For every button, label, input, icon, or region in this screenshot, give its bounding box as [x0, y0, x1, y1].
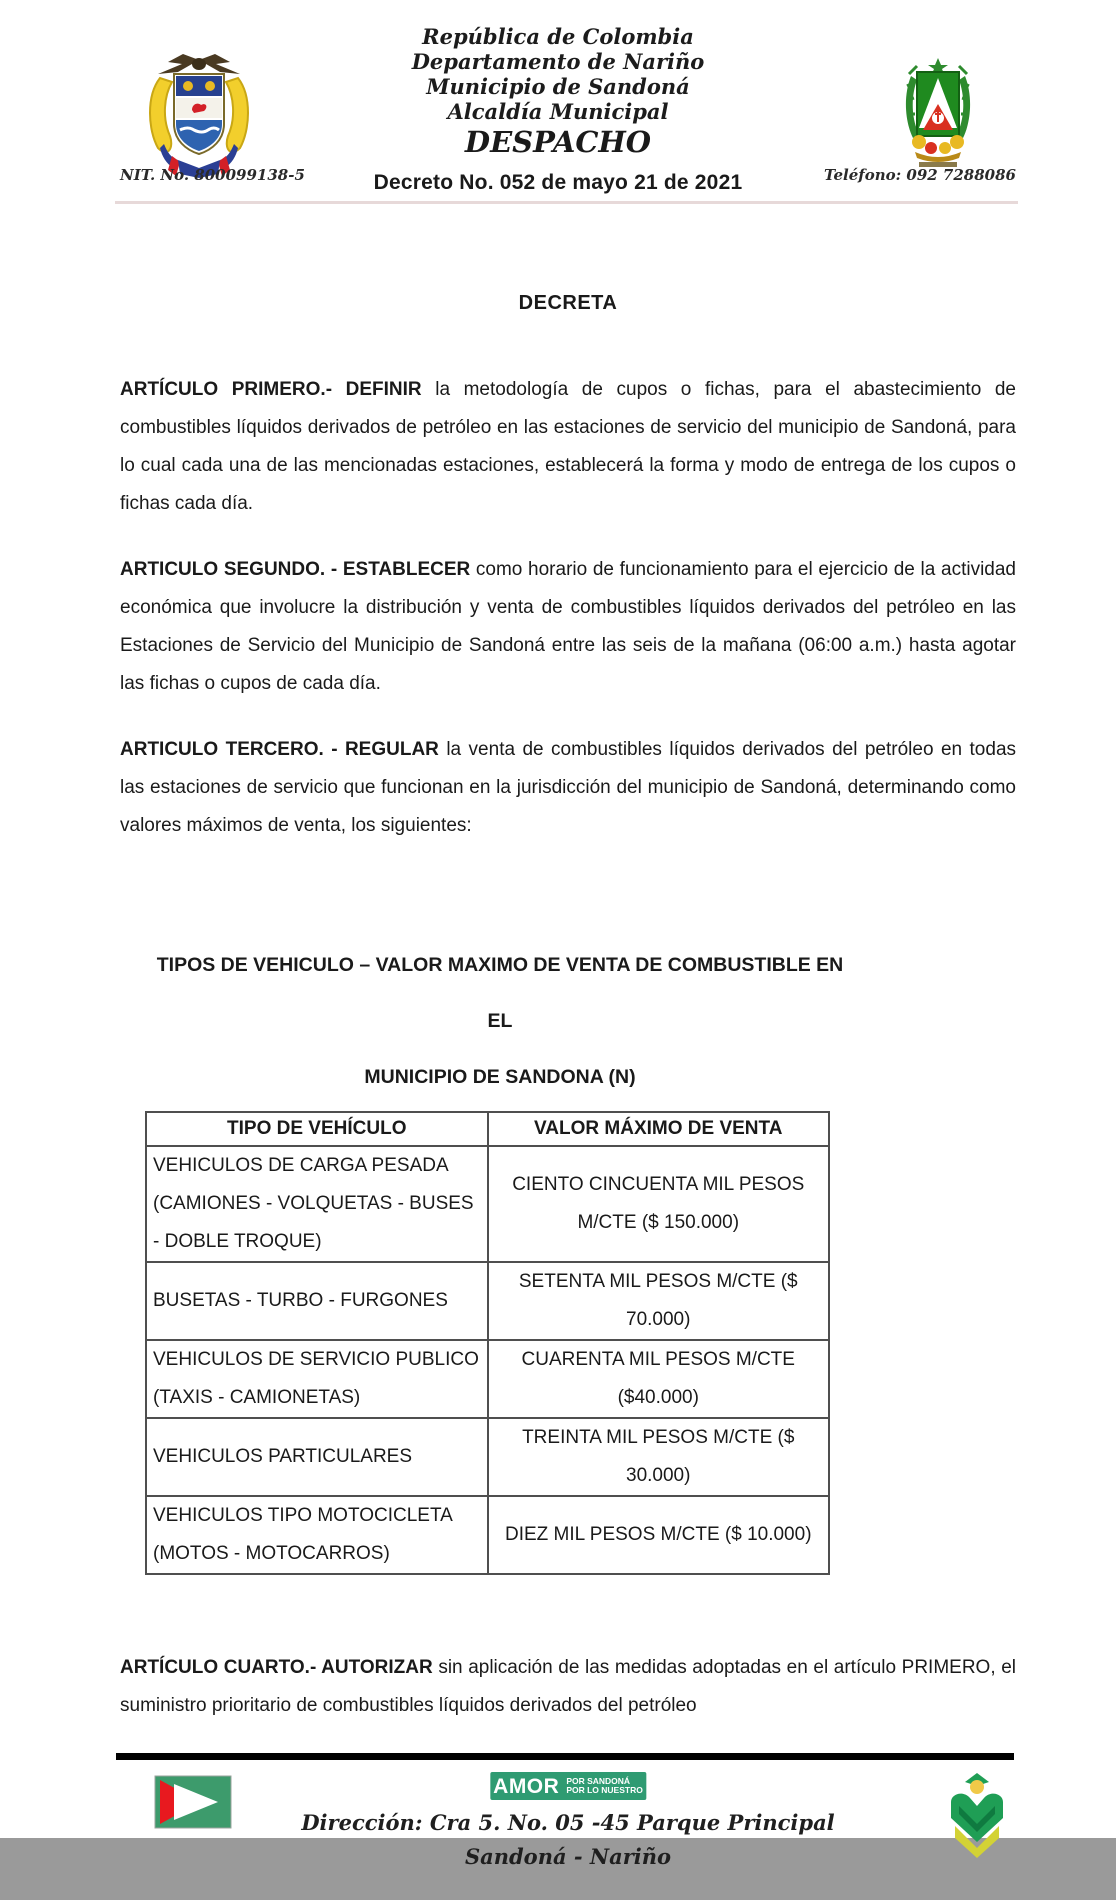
amor-badge-line1: POR SANDONÁ — [566, 1776, 631, 1786]
table-title-line1: TIPOS DE VEHICULO – VALOR MAXIMO DE VENTA DE COMBUSTIBLE EN EL — [156, 954, 844, 1032]
amor-por-sandona-logo-icon — [943, 1772, 1011, 1860]
phone-number: Teléfono: 092 7288086 — [824, 166, 1016, 184]
cell-tipo-4: VEHICULOS TIPO MOTOCICLETA (MOTOS - MOTOCARROS) — [146, 1496, 488, 1574]
org-line-country: República de Colombia — [422, 24, 694, 49]
article-cuarto-text: sin aplicación de las medidas adoptadas en el artículo PRIMERO, el suministro prioritario de combustibles líquidos derivados del petróleo — [120, 1657, 1017, 1716]
sandona-municipal-crest-icon — [901, 56, 975, 176]
table-title — [145, 937, 855, 1105]
header-org-block — [374, 24, 743, 195]
article-cuarto — [120, 1649, 1016, 1725]
table-row — [146, 1146, 829, 1262]
col-header-tipo: TIPO DE VEHÍCULO — [146, 1112, 488, 1146]
article-cuarto-lead: ARTÍCULO CUARTO.- AUTORIZAR — [120, 1657, 433, 1678]
decree-number-title: Decreto No. 052 de mayo 21 de 2021 — [373, 171, 743, 194]
cell-valor-3: TREINTA MIL PESOS M/CTE ($ 30.000) — [488, 1418, 830, 1496]
article-segundo-lead: ARTICULO SEGUNDO. - ESTABLECER — [120, 559, 471, 580]
article-segundo-text: como horario de funcionamiento para el ejercicio de la actividad económica que involucre la distribución y venta de combustibles líquidos derivados del petróleo en las Estaciones de Servicio del Municipio de Sandoná entre las seis de la mañana (06:00 a.m.) hasta agotar las fichas o cupos de cada día. — [120, 559, 1016, 694]
decreta-heading: DECRETA — [518, 292, 618, 314]
cell-tipo-2: VEHICULOS DE SERVICIO PUBLICO (TAXIS - CAMIONETAS) — [146, 1340, 488, 1418]
document-header — [0, 0, 1116, 212]
document-body — [0, 292, 1116, 1900]
amor-badge-word: AMOR — [493, 1774, 560, 1798]
amor-badge-lines — [566, 1777, 643, 1795]
nit-number: NIT. No. 800099138-5 — [120, 166, 305, 184]
cell-valor-1: SETENTA MIL PESOS M/CTE ($ 70.000) — [488, 1262, 830, 1340]
org-line-department: Departamento de Nariño — [411, 49, 705, 74]
amor-badge — [490, 1772, 646, 1800]
cell-valor-4: DIEZ MIL PESOS M/CTE ($ 10.000) — [488, 1496, 830, 1574]
article-tercero — [120, 731, 1016, 845]
footer-center-block — [301, 1772, 834, 1874]
footer-address-line1: Dirección: Cra 5. No. 05 -45 Parque Principal — [301, 1810, 835, 1835]
cell-tipo-1: BUSETAS - TURBO - FURGONES — [146, 1262, 488, 1340]
cell-valor-0: CIENTO CINCUENTA MIL PESOS M/CTE ($ 150.000) — [488, 1146, 830, 1262]
article-primero-text: la metodología de cupos o fichas, para el abastecimiento de combustibles líquidos derivados de petróleo en las estaciones de servicio del municipio de Sandoná, para lo cual cada una de las mencionadas estaciones, establecerá la forma y modo de entrega de los cupos o fichas cada día. — [120, 379, 1016, 514]
org-line-despacho: DESPACHO — [464, 125, 652, 159]
table-row — [146, 1418, 829, 1496]
org-line-alcaldia: Alcaldía Municipal — [447, 99, 669, 124]
amor-badge-line2: POR LO NUESTRO — [566, 1785, 643, 1795]
col-header-valor: VALOR MÁXIMO DE VENTA — [488, 1112, 830, 1146]
table-row — [146, 1340, 829, 1418]
article-primero-lead: ARTÍCULO PRIMERO.- DEFINIR — [120, 379, 422, 400]
header-divider — [115, 201, 1018, 204]
footer-divider — [116, 1753, 1014, 1760]
cell-tipo-0: VEHICULOS DE CARGA PESADA (CAMIONES - VOLQUETAS - BUSES - DOBLE TROQUE) — [146, 1146, 488, 1262]
rates-table-section — [145, 937, 855, 1575]
footer-address-line2: Sandoná - Nariño — [464, 1844, 672, 1869]
article-tercero-text: la venta de combustibles líquidos derivados del petróleo en todas las estaciones de servicio que funcionan en la jurisdicción del municipio de Sandoná, determinando como valores máximos de venta, los siguientes: — [120, 739, 1017, 836]
cell-tipo-3: VEHICULOS PARTICULARES — [146, 1418, 488, 1496]
cell-valor-2: CUARENTA MIL PESOS M/CTE ($40.000) — [488, 1340, 830, 1418]
article-segundo — [120, 551, 1016, 703]
fuel-rates-table — [145, 1111, 830, 1575]
sandona-flag-icon — [154, 1775, 232, 1829]
org-line-municipality: Municipio de Sandoná — [426, 74, 690, 99]
article-tercero-lead: ARTICULO TERCERO. - REGULAR — [120, 739, 439, 760]
table-title-line2: MUNICIPIO DE SANDONA (N) — [364, 1066, 636, 1088]
table-header-row — [146, 1112, 829, 1146]
table-row — [146, 1496, 829, 1574]
document-footer — [120, 1760, 1016, 1900]
table-row — [146, 1262, 829, 1340]
article-primero — [120, 371, 1016, 523]
